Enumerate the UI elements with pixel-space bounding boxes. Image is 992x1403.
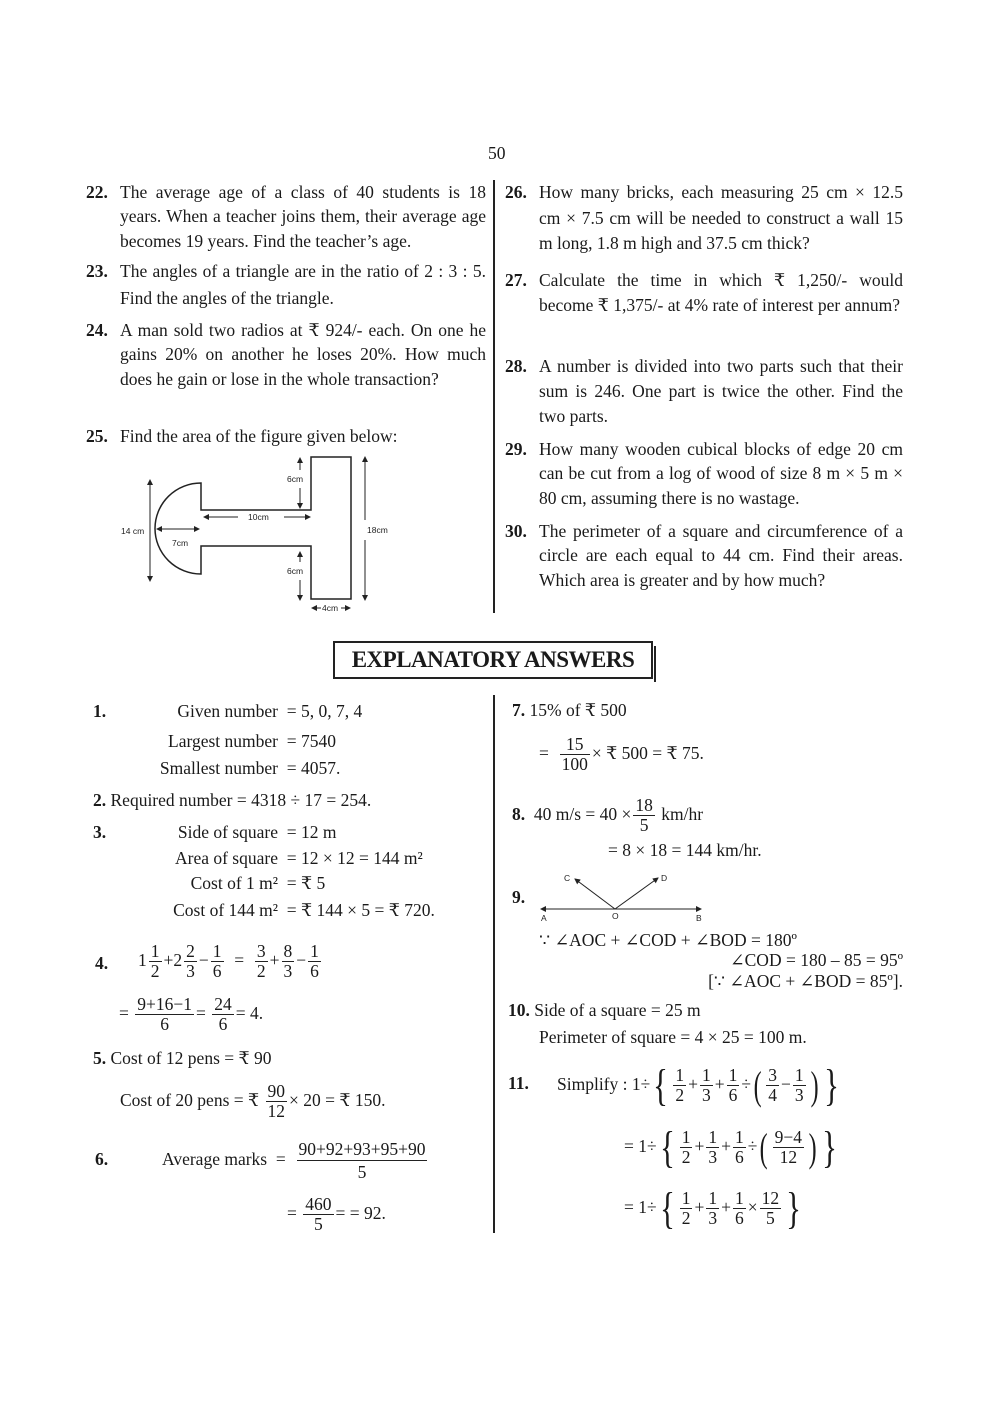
fraction: $\frac{3}{2}$ [256, 941, 266, 982]
answer-8-line1: 8. 40 m/s = 40 × $\frac{18}{5}$ km/hr [512, 795, 704, 836]
fraction: $\frac{1}{6}$ [734, 1188, 744, 1229]
answer-5-line2: Cost of 20 pens = ₹ $\frac{90}{12}$ × 20 = ₹ 150. [120, 1081, 386, 1122]
fraction: $\frac{18}{5}$ [635, 795, 653, 836]
fraction: $\frac{9+16-1}{6}$ [137, 994, 192, 1035]
figure-25-diagram [0, 0, 992, 640]
point-label: O [612, 911, 619, 921]
bracket: ) [808, 1124, 817, 1170]
page-number: 50 [488, 143, 506, 163]
answer-8-line2: = 8 × 18 = 144 km/hr. [608, 840, 762, 860]
fraction: $\frac{12}{5}$ [761, 1188, 780, 1229]
angle-diagram [500, 860, 730, 930]
answer-11-line1: Simplify : 1÷{ $\frac{1}{2}$ + $\frac{1}{3}$ + $\frac{1}{6}$ ÷( $\frac{3}{4}$ − $\frac{1}{3}$ ) } [557, 1060, 839, 1110]
answer-11-line3: = 1÷{ $\frac{1}{2}$ + $\frac{1}{3}$ + $\frac{1}{6}$ × $\frac{12}{5}$ } [624, 1183, 802, 1233]
question-22: 22. The average age of a class of 40 students is 18 years. When a teacher joins them, their average age becomes 19 years. Find the teacher’s age. [86, 182, 486, 251]
fraction: $\frac{1}{3}$ [708, 1127, 718, 1168]
bracket: ) [810, 1062, 819, 1108]
answer-6-line1: Average marks = $\frac{90+92+93+95+90}{5}$ [162, 1139, 426, 1183]
answer-number: 1. [93, 701, 107, 721]
column-divider [493, 695, 495, 1233]
fraction: $\frac{2}{3}$ [186, 941, 195, 982]
fraction: $\frac{1}{6}$ [212, 941, 222, 982]
dim-label: 6cm [287, 474, 304, 484]
fraction: $\frac{1}{3}$ [794, 1065, 804, 1106]
answer-number: 9. [512, 887, 526, 907]
fraction: $\frac{9-4}{12}$ [774, 1127, 803, 1168]
answer-9-line2: ∠COD = 180 – 85 = 95º [729, 950, 903, 970]
bracket: { [659, 1183, 675, 1233]
answer-number: 3. [93, 822, 107, 842]
dim-label: 4cm [322, 603, 339, 613]
answer-1-row: Largest number = 7540 [168, 731, 336, 751]
answer-11-line2: = 1÷{ $\frac{1}{2}$ + $\frac{1}{3}$ + $\frac{1}{6}$ ÷( $\frac{9-4}{12}$ ) } [624, 1122, 838, 1172]
point-label: A [541, 913, 547, 923]
question-29: 29. How many wooden cubical blocks of edge 20 cm can be cut from a log of wood of size 8 m × 5 m × 80 cm, assuming there is no wastage. [505, 439, 903, 508]
bracket: } [786, 1183, 802, 1233]
fraction: $\frac{460}{5}$ [305, 1194, 332, 1235]
point-label: C [564, 873, 571, 883]
fraction: $\frac{90+92+93+95+90}{5}$ [298, 1139, 426, 1183]
answer-1-row: Given number = 5, 0, 7, 4 [177, 701, 363, 721]
fraction: $\frac{3}{4}$ [768, 1065, 778, 1106]
bracket: } [822, 1122, 838, 1172]
fraction: $\frac{1}{2}$ [675, 1065, 685, 1106]
answer-5-line1: 5. Cost of 12 pens = ₹ 90 [93, 1048, 272, 1068]
answer-3-row: Cost of 144 m² = ₹ 144 × 5 = ₹ 720. [173, 900, 435, 920]
answer-3-row: Side of square = 12 m [177, 822, 337, 842]
bracket: ( [760, 1124, 769, 1170]
answer-10-line2: Perimeter of square = 4 × 25 = 100 m. [539, 1027, 807, 1047]
answer-number: 6. [95, 1149, 109, 1169]
fraction: $\frac{24}{6}$ [214, 994, 232, 1035]
answer-7-line1: 7. 15% of ₹ 500 [512, 700, 627, 720]
fraction: $\frac{1}{6}$ [310, 941, 319, 982]
fraction: $\frac{1}{3}$ [701, 1065, 711, 1106]
point-label: D [661, 873, 668, 883]
bracket: } [824, 1060, 839, 1110]
answer-4-line2: = $\frac{9+16-1}{6}$ = $\frac{24}{6}$ = 4. [119, 994, 264, 1035]
fraction: $\frac{1}{2}$ [150, 941, 160, 982]
question-23: 23. The angles of a triangle are in the ratio of 2 : 3 : 5. Find the angles of the triangle. [86, 261, 486, 308]
question-25: 25. Find the area of the figure given below: [86, 426, 398, 446]
fraction: $\frac{1}{6}$ [734, 1127, 744, 1168]
dim-label: 10cm [248, 512, 269, 522]
point-label: B [696, 913, 702, 923]
composite-shape [155, 457, 351, 599]
answer-10-line1: 10. Side of a square = 25 m [508, 1000, 701, 1020]
answer-1-row: Smallest number = 4057. [159, 758, 341, 778]
answer-3-row: Cost of 1 m² = ₹ 5 [190, 873, 326, 893]
dim-label: 7cm [172, 538, 189, 548]
fraction: $\frac{1}{6}$ [728, 1065, 738, 1106]
question-30: 30. The perimeter of a square and circumference of a circle are each equal to 44 cm. Find their areas. Which area is greater and by how much? [505, 521, 903, 590]
dim-label: 18cm [367, 525, 388, 535]
fraction: $\frac{1}{2}$ [681, 1188, 691, 1229]
fraction: $\frac{8}{3}$ [283, 941, 293, 982]
answer-4-line1: 1 $\frac{1}{2}$ +2 $\frac{2}{3}$ − $\frac{1}{6}$ = $\frac{3}{2}$ + $\frac{8}{3}$ − $\frac{1}{6}$ [138, 941, 319, 982]
bracket: ( [753, 1062, 762, 1108]
question-28: 28. A number is divided into two parts such that their sum is 246. One part is twice the other. Find the two parts. [505, 356, 903, 426]
question-26: 26. How many bricks, each measuring 25 cm × 12.5 cm × 7.5 cm will be needed to construct a wall 15 m long, 1.8 m high and 37.5 cm thick? [505, 182, 903, 253]
section-heading: EXPLANATORY ANSWERS [333, 641, 653, 679]
dim-label: 14 cm [121, 526, 145, 536]
bracket: { [653, 1060, 669, 1110]
dim-label: 6cm [287, 566, 304, 576]
question-24: 24. A man sold two radios at ₹ 924/- each. On one he gains 20% on another he loses 20%. How much does he gain or lose in the whole transaction? [86, 320, 486, 389]
fraction: $\frac{90}{12}$ [267, 1081, 286, 1122]
answer-number: 4. [95, 953, 109, 973]
answer-9-line1: ∵ ∠AOC + ∠COD + ∠BOD = 180º [539, 930, 797, 950]
answer-3-row: Area of square = 12 × 12 = 144 m² [174, 848, 423, 868]
answer-7-line2: = $\frac{15}{100}$ × ₹ 500 = ₹ 75. [539, 734, 704, 775]
fraction: $\frac{15}{100}$ [561, 734, 588, 775]
answer-2: 2. Required number = 4318 ÷ 17 = 254. [93, 790, 372, 810]
answer-number: 11. [508, 1073, 529, 1093]
fraction: $\frac{1}{2}$ [681, 1127, 691, 1168]
answer-9-line3: [∵ ∠AOC + ∠BOD = 85º]. [708, 971, 903, 991]
question-27: 27. Calculate the time in which ₹ 1,250/- would become ₹ 1,375/- at 4% rate of interest per annum? [505, 270, 903, 315]
fraction: $\frac{1}{3}$ [708, 1188, 718, 1229]
answer-6-line2: = $\frac{460}{5}$ = = 92. [287, 1194, 386, 1235]
bracket: { [659, 1122, 675, 1172]
